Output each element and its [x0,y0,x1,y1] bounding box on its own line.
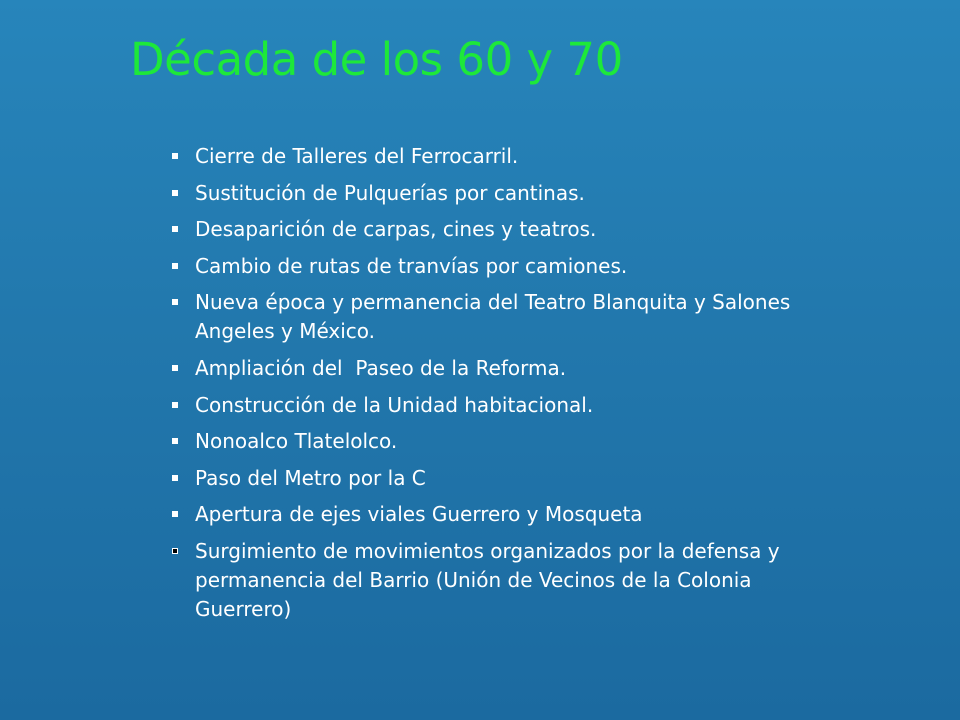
slide-title: Década de los 60 y 70 [130,33,623,86]
square-bullet-icon [172,263,178,269]
bullet-item [170,142,850,171]
bullet-text: Paso del Metro por la C [195,465,426,490]
square-bullet-icon [172,475,178,481]
square-bullet-icon [172,548,178,554]
bullet-list [170,142,850,632]
square-bullet-icon [172,299,178,305]
bullet-text: Ampliación del Paseo de la Reforma. [195,355,567,380]
bullet-text: Apertura de ejes viales Guerrero y Mosqueta [195,502,643,527]
bullet-text: Desaparición de carpas, cines y teatros. [195,217,597,242]
bullet-item [170,500,850,529]
bullet-item [170,427,850,456]
square-bullet-icon [172,511,178,517]
bullet-item [170,215,850,244]
bullet-text: Cambio de rutas de tranvías por camiones. [195,253,628,278]
bullet-text: Sustitución de Pulquerías por cantinas. [195,180,585,205]
bullet-text: Nonoalco Tlatelolco. [195,429,398,454]
bullet-item [170,252,850,281]
bullet-item [170,179,850,208]
bullet-text: Nueva época y permanencia del Teatro Blanquita y Salones Angeles y México. [195,290,791,344]
bullet-text: Cierre de Talleres del Ferrocarril. [195,144,519,168]
square-bullet-icon [172,365,178,371]
bullet-item [170,537,850,624]
square-bullet-icon [172,190,178,196]
square-bullet-icon [172,438,178,444]
square-bullet-icon [172,226,178,232]
bullet-item [170,464,850,493]
bullet-item [170,288,850,346]
bullet-item [170,354,850,383]
bullet-item [170,391,850,420]
square-bullet-icon [172,153,178,159]
bullet-text: Construcción de la Unidad habitacional. [195,392,594,417]
bullet-text: Surgimiento de movimientos organizados por la defensa y permanencia del Barrio (Unión de Vecinos de la Colonia Guerrero) [195,538,780,621]
square-bullet-icon [172,402,178,408]
